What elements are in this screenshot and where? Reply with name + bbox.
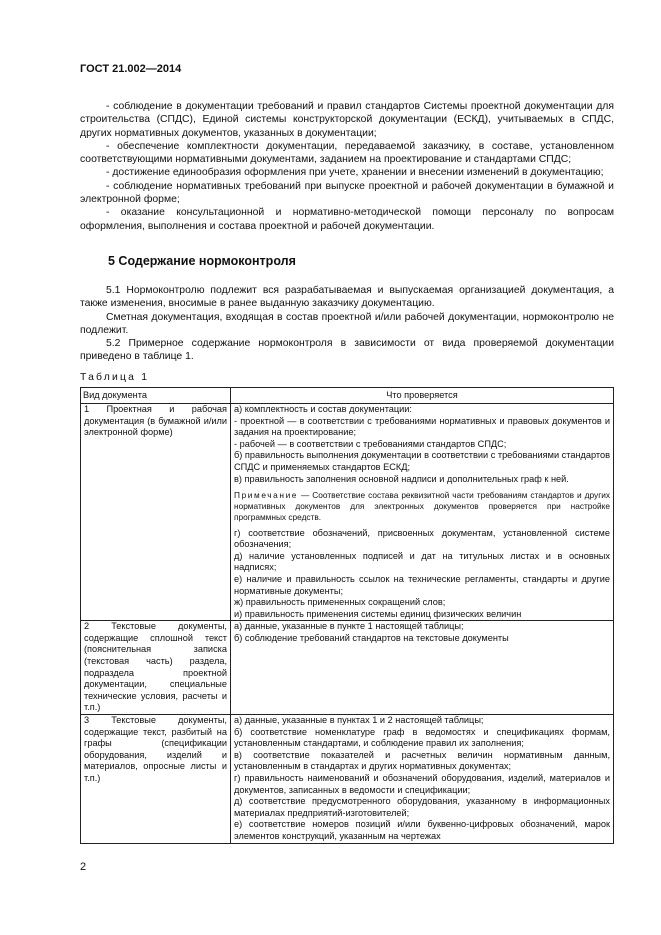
doc-type-cell: 1 Проектная и рабочая документация (в бумажной и/или электронной форме) <box>81 404 231 621</box>
check-item: в) соответствие показателей и расчетных величин нормативным данным, установленным в стандартах и других нормативных документах; <box>234 749 610 772</box>
check-item: е) наличие и правильность ссылок на технические регламенты, стандарты и другие нормативные документы; <box>234 573 610 596</box>
check-item: б) правильность выполнения документации в соответствии с требованиями стандартов СПДС и применяемых стандартов ЕСКД; <box>234 450 610 472</box>
check-item: д) наличие установленных подписей и дат на титульных листах и в основных надписях; <box>234 550 610 573</box>
table-caption: Таблица 1 <box>80 372 150 383</box>
check-item: б) соблюдение требований стандартов на текстовые документы <box>234 632 509 643</box>
section-paragraph: 5.2 Примерное содержание нормоконтроля в зависимости от вида проверяемой документации приведено в таблице 1. <box>80 338 614 363</box>
note-label: Примечание <box>234 490 299 501</box>
check-item: а) данные, указанные в пунктах 1 и 2 настоящей таблицы; <box>234 715 484 726</box>
check-item: г) правильность наименований и обозначений оборудования, изделий, материалов и документов, записанных в ведомости и спецификации; <box>234 773 610 795</box>
intro-item: - обеспечение комплектности документации, передаваемой заказчику, в составе, установленном соответствующими нормативными документами, заданием на проектирование и стандартами СПДС; <box>80 140 614 166</box>
doc-type-cell: 3 Текстовые документы, содержащие текст, разбитый на графы (спецификации оборудования, изделий и материалов, опросные листы и т.п.) <box>81 715 231 844</box>
table-row <box>81 621 614 715</box>
page-number: 2 <box>80 861 87 873</box>
doc-type-cell: 2 Текстовые документы, содержащие сплошной текст (пояснительная записка (текстовая часть) раздела, подраздела проектной документации, специальные технические условия, расчеты и т.п.) <box>81 621 231 715</box>
check-item: ж) правильность примененных сокращений слов; <box>234 597 446 608</box>
check-item: в) правильность заполнения основной надписи и дополнительных граф к ней. <box>234 473 569 484</box>
column-header-checked: Что проверяется <box>231 388 614 404</box>
section-paragraph: 5.1 Нормоконтролю подлежит вся разрабатываемая и выпускаемая организацией документация, а также изменения, вносимые в ранее выданную заказчику документацию. <box>80 285 614 310</box>
table-header-row <box>81 388 614 404</box>
check-item: а) данные, указанные в пункте 1 настоящей таблицы; <box>234 621 464 632</box>
check-item: - рабочей — в соответствии с требованиями стандартов СПДС; <box>234 438 507 449</box>
checked-cell <box>231 404 614 621</box>
intro-item: - соблюдение нормативных требований при выпуске проектной и рабочей документации в бумажной и электронной форме; <box>80 180 614 206</box>
table-note <box>234 490 610 522</box>
check-item: - проектной — в соответствии с требованиями нормативных и правовых документов и задания на проектирование; <box>234 415 610 438</box>
section-title: 5 Содержание нормоконтроля <box>108 254 296 268</box>
column-header-doc-type: Вид документа <box>81 388 231 404</box>
intro-list <box>80 100 614 233</box>
document-header: ГОСТ 21.002—2014 <box>80 63 182 75</box>
table-row <box>81 404 614 621</box>
section-paragraph: Сметная документация, входящая в состав проектной и/или рабочей документации, нормоконтролю не подлежит. <box>80 311 614 336</box>
norm-control-table <box>80 387 614 844</box>
check-item: а) комплектность и состав документации: <box>234 404 412 414</box>
check-item: б) соответствие номенклатуре граф в ведомостях и спецификациях формам, установленным стандартами, и соблюдение правил их заполнения; <box>234 726 610 749</box>
checked-cell <box>231 715 614 844</box>
check-item: е) соответствие номеров позиций и/или буквенно-цифровых обозначений, марок элементов конструкций, указанным на чертежах <box>234 819 610 841</box>
check-item: д) соответствие предусмотренного оборудования, указанному в информационных материалах предприятий-изготовителей; <box>234 796 610 818</box>
check-item: г) соответствие обозначений, присвоенных документам, установленной системе обозначения; <box>234 527 610 550</box>
section-body <box>80 284 614 364</box>
note-text: — Соответствие состава реквизитной части требованиям стандартов и других нормативных документов для электронных документов проверяется при настройке программных средств. <box>234 490 610 522</box>
table-row <box>81 715 614 844</box>
check-item: и) правильность применения системы единиц физических величин <box>234 608 522 619</box>
intro-item: - оказание консультационной и нормативно-методической помощи персоналу по вопросам оформления, выполнения и состава проектной и рабочей документации. <box>80 207 614 232</box>
checked-cell <box>231 621 614 715</box>
intro-item: - достижение единообразия оформления при учете, хранении и внесении изменений в документацию; <box>106 167 604 179</box>
intro-item: - соблюдение в документации требований и правил стандартов Системы проектной документации для строительства (СПДС), Единой системы конструкторской документации (ЕСКД), учитываемых в СПДС, других нормативных документов, указанных в документации; <box>80 101 614 139</box>
